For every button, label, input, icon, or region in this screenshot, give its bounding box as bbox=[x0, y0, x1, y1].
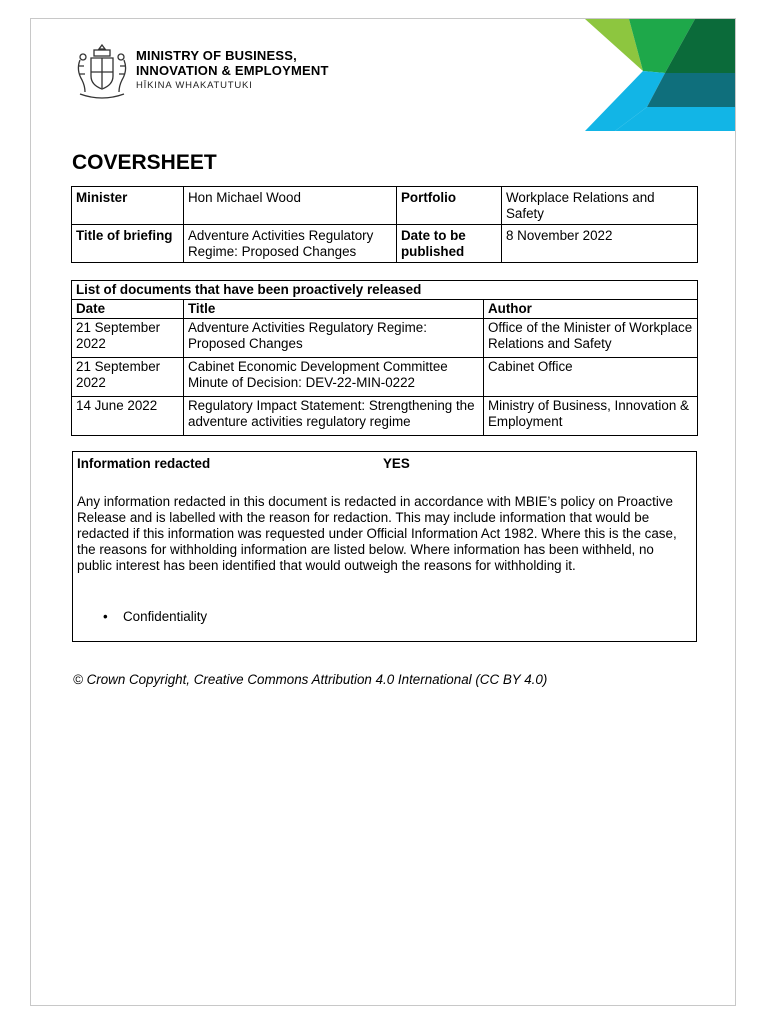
table-row bbox=[72, 358, 698, 397]
table-row bbox=[72, 319, 698, 358]
column-header-row bbox=[72, 300, 698, 319]
column-header-author: Author bbox=[484, 300, 698, 319]
documents-table bbox=[71, 280, 698, 436]
coat-of-arms-icon bbox=[74, 42, 130, 102]
org-name-line2: INNOVATION & EMPLOYMENT bbox=[136, 63, 329, 78]
table-heading-row bbox=[72, 281, 698, 300]
minister-value: Hon Michael Wood bbox=[184, 187, 397, 225]
org-maori-name: HĪKINA WHAKATUTUKI bbox=[136, 80, 253, 91]
brand-corner-graphic bbox=[585, 19, 735, 131]
doc-author: Office of the Minister of Workplace Relations and Safety bbox=[484, 319, 698, 358]
list-item bbox=[77, 609, 207, 625]
column-header-title: Title bbox=[184, 300, 484, 319]
doc-date: 21 September 2022 bbox=[72, 358, 184, 397]
minister-label: Minister bbox=[72, 187, 184, 225]
column-header-date: Date bbox=[72, 300, 184, 319]
doc-title: Adventure Activities Regulatory Regime: Proposed Changes bbox=[184, 319, 484, 358]
withholding-reasons-list bbox=[77, 609, 207, 625]
doc-title: Cabinet Economic Development Committee Minute of Decision: DEV-22-MIN-0222 bbox=[184, 358, 484, 397]
org-name-line1: MINISTRY OF BUSINESS, bbox=[136, 48, 297, 63]
documents-heading: List of documents that have been proactively released bbox=[72, 281, 698, 300]
doc-date: 14 June 2022 bbox=[72, 397, 184, 436]
portfolio-value: Workplace Relations and Safety bbox=[502, 187, 698, 225]
doc-date: 21 September 2022 bbox=[72, 319, 184, 358]
redaction-policy-paragraph: Any information redacted in this document is redacted in accordance with MBIE’s policy on Proactive Release and is labelled with the reason for redaction. This may include information that would be redacted if this information was requested under Official Information Act 1982. Where this is the case, the reasons for withholding information are listed below. Where information has been withheld, no public interest has been identified that would outweigh the reasons for withholding it. bbox=[77, 494, 677, 573]
doc-author: Ministry of Business, Innovation & Employment bbox=[484, 397, 698, 436]
info-redacted-label: Information redacted bbox=[77, 456, 211, 471]
table-row bbox=[72, 397, 698, 436]
doc-title: Regulatory Impact Statement: Strengthening the adventure activities regulatory regime bbox=[184, 397, 484, 436]
summary-table bbox=[71, 186, 698, 263]
reason-text: Confidentiality bbox=[123, 609, 208, 624]
page-title: COVERSHEET bbox=[72, 151, 217, 174]
bullet-icon: • bbox=[103, 609, 108, 624]
information-redacted-box bbox=[72, 451, 697, 642]
date-published-value: 8 November 2022 bbox=[502, 225, 698, 263]
portfolio-label: Portfolio bbox=[397, 187, 502, 225]
ministry-logo bbox=[74, 42, 394, 112]
doc-author: Cabinet Office bbox=[484, 358, 698, 397]
briefing-value: Adventure Activities Regulatory Regime: Proposed Changes bbox=[184, 225, 397, 263]
briefing-label: Title of briefing bbox=[72, 225, 184, 263]
table-row bbox=[72, 225, 698, 263]
table-row bbox=[72, 187, 698, 225]
info-redacted-value: YES bbox=[383, 456, 410, 471]
copyright-notice: © Crown Copyright, Creative Commons Attribution 4.0 International (CC BY 4.0) bbox=[73, 672, 548, 687]
date-published-label: Date to be published bbox=[397, 225, 502, 263]
